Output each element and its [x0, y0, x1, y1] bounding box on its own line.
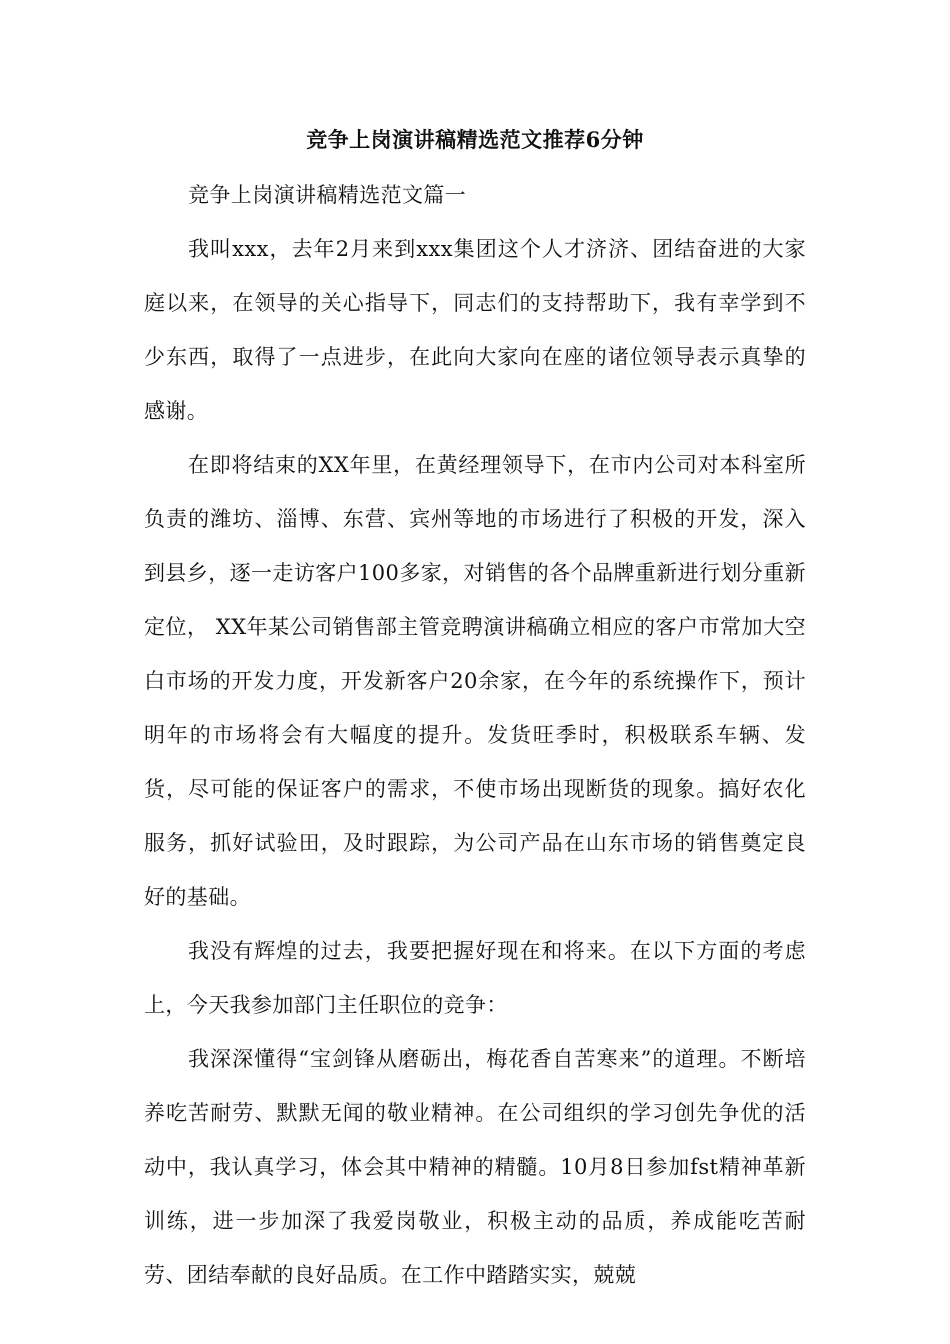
paragraph-intro: 我叫xxx，去年2月来到xxx集团这个人才济济、团结奋进的大家庭以来，在领导的关心指导下，同志们的支持帮助下，我有幸学到不少东西，取得了一点进步，在此向大家向在座的诸位领导表示真挚的感谢。: [144, 237, 806, 423]
document-body: [144, 168, 806, 1302]
section-heading: 竞争上岗演讲稿精选范文篇一: [188, 183, 467, 207]
paragraph-spirit: 我深深懂得“宝剑锋从磨砺出，梅花香自苦寒来”的道理。不断培养吃苦耐劳、默默无闻的敬业精神。在公司组织的学习创先争优的活动中，我认真学习，体会其中精神的精髓。10月8日参加fst精神革新训练，进一步加深了我爱岗敬业，积极主动的品质，养成能吃苦耐劳、团结奉献的良好品质。在工作中踏踏实实，兢兢: [144, 1047, 806, 1287]
paragraph-reason: 我没有辉煌的过去，我要把握好现在和将来。在以下方面的考虑上，今天我参加部门主任职位的竞争：: [144, 939, 806, 1017]
paragraph-work: 在即将结束的XX年里，在黄经理领导下，在市内公司对本科室所负责的潍坊、淄博、东营、宾州等地的市场进行了积极的开发，深入到县乡，逐一走访客户100多家，对销售的各个品牌重新进行划分重新定位， XX年某公司销售部主管竞聘演讲稿确立相应的客户市常加大空白市场的开发力度，开发新客户20余家，在今年的系统操作下，预计明年的市场将会有大幅度的提升。发货旺季时，积极联系车辆、发货，尽可能的保证客户的需求，不使市场出现断货的现象。搞好农化服务，抓好试验田，及时跟踪，为公司产品在山东市场的销售奠定良好的基础。: [144, 453, 806, 909]
document-title: 竞争上岗演讲稿精选范文推荐6分钟: [306, 127, 644, 152]
